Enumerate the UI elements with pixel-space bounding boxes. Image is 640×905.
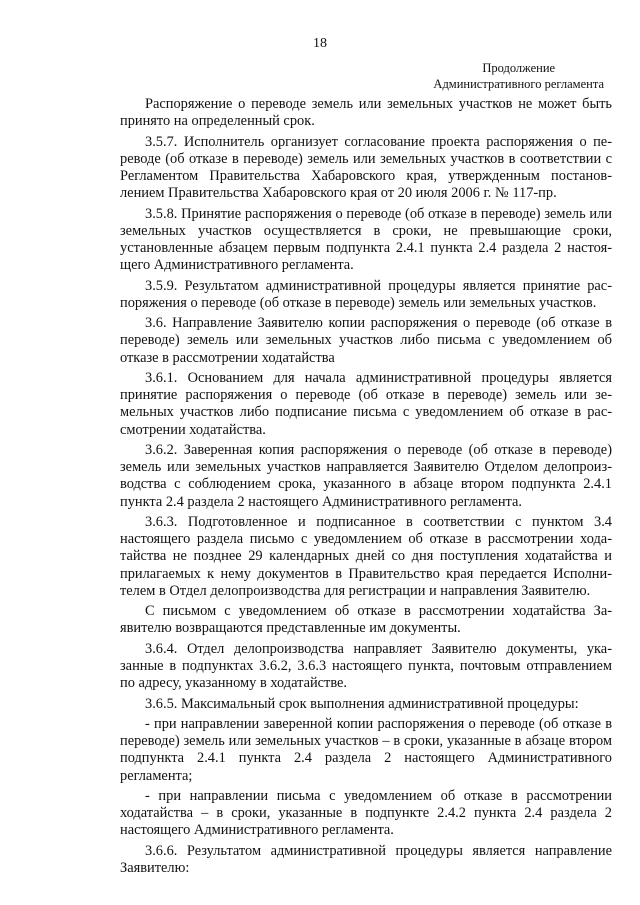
list-item: - при направлении заверенной копии распоряжения о переводе (об отказе в переводе) земель или земельных участков – в сроки, указанные в абзаце втором подпункта 2.4.1 пункта 2.4 раздела 2 настоящего Административного регламента; [120,715,612,784]
page-number: 18 [313,36,327,51]
continuation-header [433,60,604,92]
paragraph: 3.5.8. Принятие распоряжения о переводе (об отказе в переводе) земель или земельных участков осуществляется в сроки, не превышающие сроки, установленные абзацем первым подпункта 2.4.1 пункта 2.4 раздела 2 настоящего Административного регламента. [120,205,612,274]
section-heading: 3.6. Направление Заявителю копии распоряжения о переводе (об отказе в переводе) земель или земельных участков либо письма с уведомлением об отказе в рассмотрении ходатайства [120,315,612,366]
paragraph: 3.6.1. Основанием для начала административной процедуры является принятие распоряжения о переводе (об отказе в переводе) земель или земельных участков либо подписание письма с уведомлением об отказе в рассмотрении ходатайства. [120,369,612,438]
continuation-label: Продолжение [482,61,556,75]
regulation-label: Административного регламента [433,77,604,91]
paragraph: 3.6.3. Подготовленное и подписанное в соответствии с пунктом 3.4 настоящего раздела письмо с уведомлением об отказе в рассмотрении ходатайства не позднее 29 календарных дней со дня поступления ходатайства и прилагаемых к нему документов в Правительство края передается Исполнителем в Отдел делопроизводства для регистрации и направления Заявителю. [120,513,612,599]
paragraph: С письмом с уведомлением об отказе в рассмотрении ходатайства Заявителю возвращаются представленные им документы. [120,603,612,637]
paragraph: Распоряжение о переводе земель или земельных участков не может быть принято на определенный срок. [120,96,612,130]
document-body [120,96,612,880]
paragraph: 3.6.6. Результатом административной процедуры является направление Заявителю: [120,842,612,876]
paragraph: 3.6.2. Заверенная копия распоряжения о переводе (об отказе в переводе) земель или земельных участков направляется Заявителю Отделом делопроизводства с соблюдением срока, указанного в абзаце втором подпункта 2.4.1 пункта 2.4 раздела 2 настоящего Административного регламента. [120,441,612,510]
list-item: - при направлении письма с уведомлением об отказе в рассмотрении ходатайства – в сроки, указанные в подпункте 2.4.2 пункта 2.4 раздела 2 настоящего Административного регламента. [120,787,612,839]
paragraph: 3.6.5. Максимальный срок выполнения административной процедуры: [145,695,579,712]
paragraph: 3.5.7. Исполнитель организует согласование проекта распоряжения о переводе (об отказе в переводе) земель или земельных участков в соответствии с Регламентом Правительства Хабаровского края, утвержденным постановлением Правительства Хабаровского края от 20 июля 2006 г. № 117-пр. [120,133,612,202]
paragraph: 3.6.4. Отдел делопроизводства направляет Заявителю документы, указанные в подпунктах 3.6.2, 3.6.3 настоящего пункта, почтовым отправлением по адресу, указанному в ходатайстве. [120,640,612,692]
paragraph: 3.5.9. Результатом административной процедуры является принятие распоряжения о переводе (об отказе в переводе) земель или земельных участков. [120,277,612,311]
